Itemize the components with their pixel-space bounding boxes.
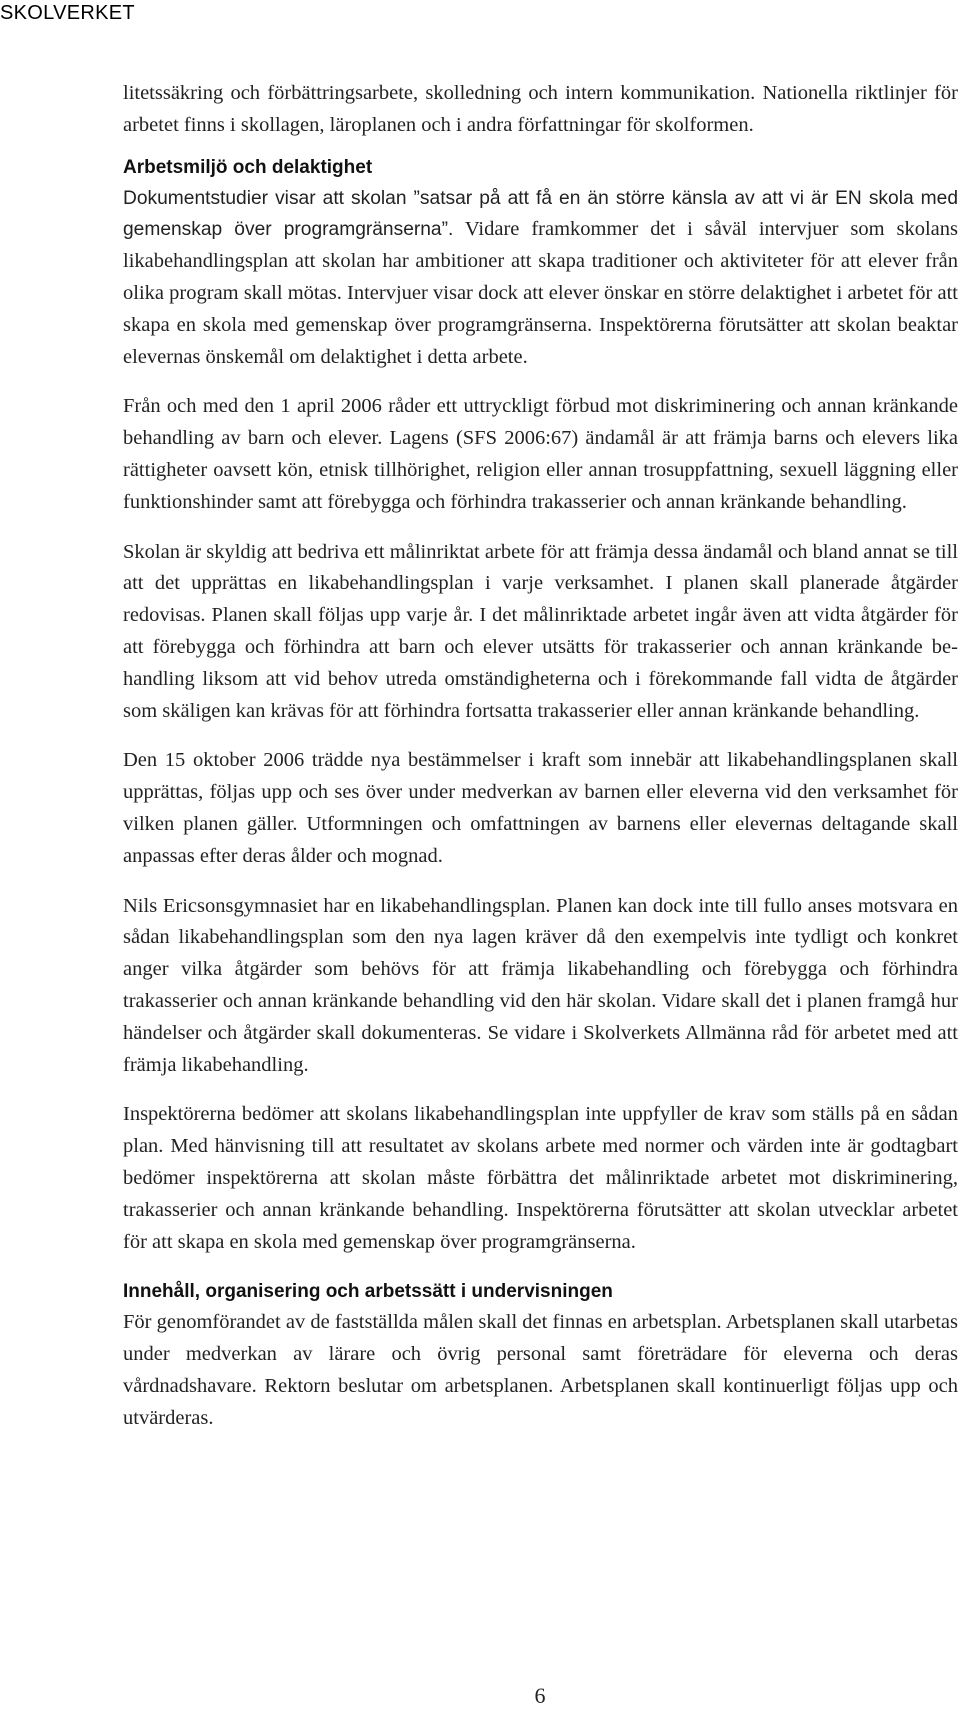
section-heading-innehall: Innehåll, organisering och arbetssätt i undervisningen: [123, 1281, 613, 1303]
arbetsmiljo-paragraph-6: Inspektörerna bedömer att skolans likabehandlingsplan inte uppfyller de krav som ställs på en sådan plan. Med hänvisning till att resultatet av skolans arbete med normer och värden inte är godtagbart bedömer inspektörerna att skolan måste förbättra det målinriktade arbetet mot diskriminering, trakasserier och annan kränkande behandling. Inspektörerna förutsätter att skolan utvecklar arbetet för att skapa en skola med gemenskap över programgränserna.: [123, 1103, 958, 1253]
arbetsmiljo-paragraph-1: [123, 183, 958, 374]
section-heading-arbetsmiljo: Arbetsmiljö och delaktighet: [123, 156, 373, 178]
arbetsmiljo-paragraph-5: Nils Ericsonsgymnasiet har en likabehandlingsplan. Planen kan dock inte till fullo anses motsvara en sådan likabehandlingsplan som den nya lagen kräver då den exempelvis inte tydligt och konkret anger vilka åtgärder som behövs för att främja likabehandling och förebygga och förhindra trakasserier och annan kränkande behandling vid den här skolan. Vidare skall det i planen framgå hur händelser och åtgärder skall dokumenteras. Se vidare i Skolverkets Allmänna råd för arbetet med att främja likabehandling.: [123, 894, 958, 1076]
innehall-paragraph-1: För genomförandet av de fastställda målen skall det finnas en arbetsplan. Arbetsplanen skall utarbetas under medverkan av lärare och övrig personal samt företrädare för eleverna och deras vårdnadshavare. Rektorn beslutar om arbetsplanen. Arbetsplanen skall kontinuerligt följas upp och utvärderas.: [123, 1311, 958, 1429]
arbetsmiljo-paragraph-3: Skolan är skyldig att bedriva ett målinriktat arbete för att främja dessa ändamål och bland annat se till att det upprättas en likabehandlingsplan i varje verksamhet. I planen skall planerade åtgärder redovisas. Planen skall följas upp varje år. I det målinriktade arbetet ingår även att vidta åtgärder för att förebygga och förhindra att barn och elever utsätts för trakasserier och annan kränkande behandling liksom att vid behov utreda omständigheterna och i förekommande fall vidta de åtgärder som skäligen kan krävas för att förhindra fortsatta trakasserier eller annan kränkande behandling.: [123, 540, 958, 722]
arbetsmiljo-paragraph-2: Från och med den 1 april 2006 råder ett uttryckligt förbud mot diskriminering och annan kränkande behandling av barn och elever. Lagens (SFS 2006:67) ändamål är att främja barns och elevers lika rättigheter oavsett kön, etnisk tillhörighet, religion eller annan trosuppfattning, sexuell läggning eller funktionshinder samt att förebygga och förhindra trakasserier och annan kränkande behandling.: [123, 395, 958, 513]
page-number: 6: [534, 1683, 546, 1708]
arbetsmiljo-quote-text: Dokumentstudier visar att skolan ”satsar på att få en än större känsla av att vi är EN skola med gemenskap över programgränserna”.: [123, 187, 958, 241]
arbetsmiljo-paragraph-1-body: Vidare framkommer det i såväl intervjuer som skolans likabehandlingsplan att skolan har ambitioner att skapa traditioner och aktiviteter för att elever från olika program skall mötas. Intervjuer visar dock att elever önskar en större delaktighet i arbetet för att skapa en skola med gemenskap över programgränserna. Inspektörerna förutsätter att skolan beaktar elevernas önskemål om delaktighet i detta arbete.: [123, 218, 958, 368]
document-body: [123, 78, 958, 1452]
arbetsmiljo-paragraph-4: Den 15 oktober 2006 trädde nya bestämmelser i kraft som innebär att likabehandlingsplanen skall upprättas, följas upp och ses över under medverkan av barnen eller eleverna vid den verksamhet för vilken planen gäller. Utformningen och omfattningen av barnens eller elevernas deltagande skall anpassas efter deras ålder och mognad.: [123, 749, 958, 867]
document-header: SKOLVERKET: [0, 2, 135, 24]
intro-paragraph: litetssäkring och förbättringsarbete, skolledning och intern kommunikation. Nationella riktlinjer för arbetet finns i skollagen, läroplanen och i andra författningar för skolformen.: [123, 82, 958, 136]
